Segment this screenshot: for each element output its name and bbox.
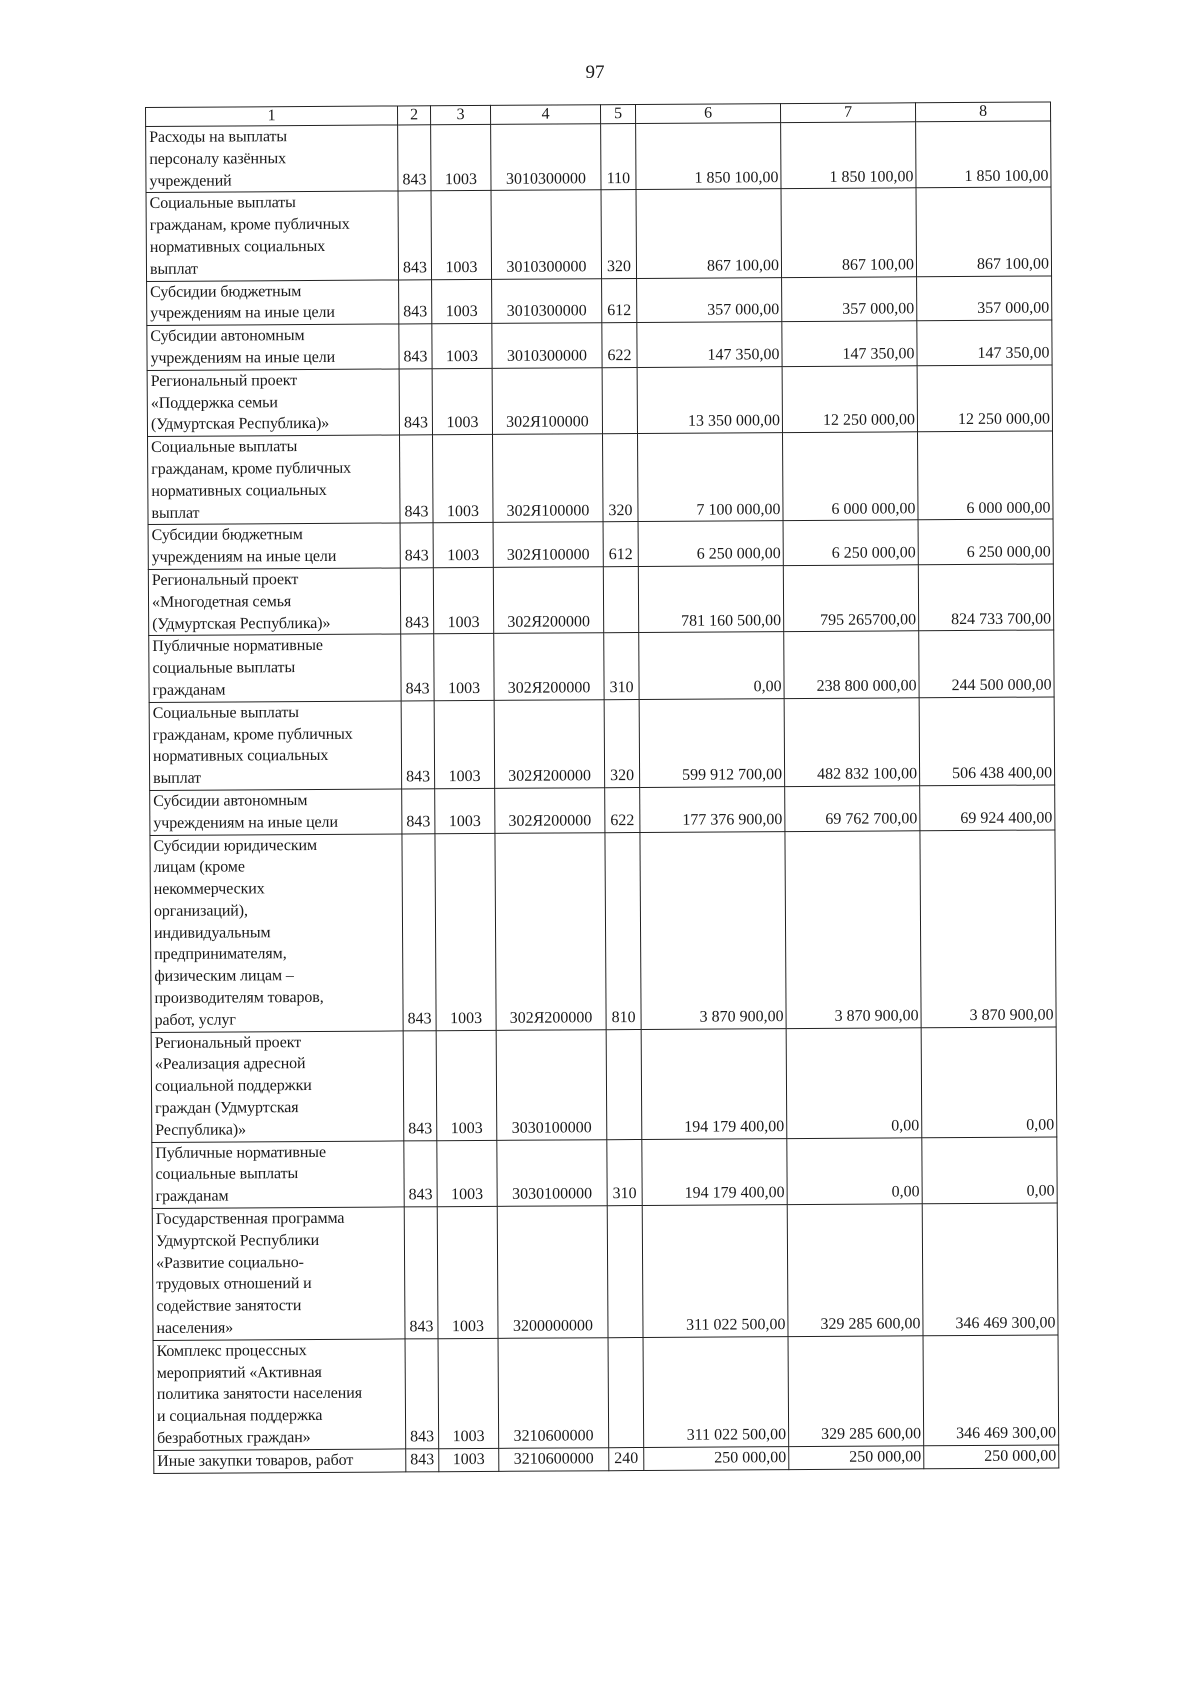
budget-table <box>145 101 1059 1473</box>
target-item-code: 3210600000 <box>498 1338 609 1449</box>
amount-col6: 599 912 700,00 <box>639 698 785 787</box>
column-header: 5 <box>600 105 635 124</box>
amount-col8: 69 924 400,00 <box>920 785 1055 830</box>
admin-code: 843 <box>400 435 434 523</box>
amount-col7: 250 000,00 <box>789 1446 924 1470</box>
amount-col8: 506 438 400,00 <box>919 697 1055 786</box>
page-number: 97 <box>585 62 605 83</box>
target-item-code: 302Я200000 <box>495 788 605 833</box>
table-row <box>152 1203 1058 1340</box>
table-row <box>147 320 1052 370</box>
expense-type-code <box>602 367 637 434</box>
admin-code: 843 <box>399 279 432 324</box>
target-item-code: 3210600000 <box>499 1448 609 1471</box>
table-row <box>148 431 1054 525</box>
admin-code: 843 <box>405 1339 439 1449</box>
section-code: 1003 <box>433 523 493 568</box>
amount-col8: 3 870 900,00 <box>920 829 1056 1027</box>
amount-col6: 194 179 400,00 <box>642 1138 787 1205</box>
admin-code: 843 <box>398 191 432 279</box>
row-description: Региональный проект «Поддержка семьи (Удмуртская Республика)» <box>147 369 399 437</box>
amount-col7: 795 265700,00 <box>783 565 918 632</box>
row-description: Публичные нормативные социальные выплаты гражданам <box>149 634 401 702</box>
table-row <box>149 697 1055 791</box>
section-code: 1003 <box>434 634 494 701</box>
target-item-code: 302Я100000 <box>493 522 603 567</box>
amount-col6: 194 179 400,00 <box>641 1028 787 1139</box>
section-code: 1003 <box>432 279 492 324</box>
amount-col7: 6 250 000,00 <box>783 520 918 565</box>
amount-col8: 147 350,00 <box>917 320 1052 365</box>
table-row <box>147 276 1052 326</box>
amount-col6: 311 022 500,00 <box>643 1336 789 1447</box>
expense-type-code <box>608 1337 644 1447</box>
column-header: 2 <box>397 106 430 125</box>
table-row <box>149 630 1054 702</box>
column-header: 8 <box>915 102 1050 122</box>
target-item-code: 302Я100000 <box>492 367 602 434</box>
target-item-code: 3030100000 <box>496 1029 607 1140</box>
target-item-code: 3010300000 <box>491 190 602 279</box>
column-header: 4 <box>490 105 600 125</box>
row-description: Субсидии юридическим лицам (кроме некоммерческих организаций), индивидуальным предпринимателям, физическим лицам – производителям товаров, работ, услуг <box>150 833 403 1032</box>
section-code: 1003 <box>437 1206 498 1338</box>
row-description: Региональный проект «Реализация адресной социальной поддержки граждан (Удмуртская Республика)» <box>151 1031 404 1143</box>
amount-col6: 177 376 900,00 <box>640 787 785 832</box>
amount-col8: 346 469 300,00 <box>922 1203 1058 1336</box>
expense-type-code: 810 <box>605 832 641 1029</box>
row-description: Комплекс процессных мероприятий «Активная политика занятости населения и социальная поддержка безработных граждан» <box>153 1339 406 1451</box>
target-item-code: 302Я200000 <box>493 567 603 634</box>
row-description: Государственная программа Удмуртской Республики «Развитие социально- трудовых отношений и содействие занятости населения» <box>152 1207 405 1340</box>
target-item-code: 302Я100000 <box>493 434 604 523</box>
column-header: 3 <box>430 105 490 124</box>
amount-col8: 6 250 000,00 <box>918 519 1053 564</box>
column-header: 1 <box>146 106 398 127</box>
expense-type-code <box>603 566 638 633</box>
amount-col8: 250 000,00 <box>924 1445 1059 1469</box>
amount-col7: 0,00 <box>786 1027 922 1138</box>
amount-col8: 346 469 300,00 <box>923 1335 1059 1446</box>
table-row <box>151 1027 1057 1143</box>
target-item-code: 302Я200000 <box>494 699 605 788</box>
amount-col6: 3 870 900,00 <box>640 831 786 1029</box>
row-description: Иные закупки товаров, работ <box>154 1449 406 1473</box>
section-code: 1003 <box>439 1448 499 1471</box>
expense-type-code: 320 <box>604 699 640 787</box>
amount-col7: 867 100,00 <box>781 188 917 277</box>
target-item-code: 302Я200000 <box>494 633 604 700</box>
table-row <box>153 1335 1059 1451</box>
expense-type-code <box>607 1206 643 1338</box>
admin-code: 843 <box>400 568 433 635</box>
column-header: 6 <box>635 104 780 124</box>
section-code: 1003 <box>431 191 492 280</box>
target-item-code: 3010300000 <box>492 323 602 368</box>
table-row <box>150 829 1056 1032</box>
table-row <box>152 1137 1057 1209</box>
section-code: 1003 <box>435 833 496 1031</box>
section-code: 1003 <box>438 1338 499 1448</box>
section-code: 1003 <box>434 700 495 789</box>
section-code: 1003 <box>435 788 495 833</box>
amount-col6: 357 000,00 <box>637 277 782 322</box>
table-row <box>154 1445 1059 1473</box>
amount-col6: 6 250 000,00 <box>638 521 783 566</box>
expense-type-code: 320 <box>601 190 637 278</box>
target-item-code: 302Я200000 <box>495 832 606 1030</box>
amount-col8: 12 250 000,00 <box>917 365 1052 432</box>
row-description: Социальные выплаты гражданам, кроме публичных нормативных социальных выплат <box>149 701 402 791</box>
admin-code: 843 <box>403 1030 437 1140</box>
amount-col6: 1 850 100,00 <box>636 123 781 190</box>
amount-col8: 824 733 700,00 <box>918 564 1053 631</box>
expense-type-code: 622 <box>605 787 640 832</box>
expense-type-code: 310 <box>604 633 639 700</box>
expense-type-code: 622 <box>602 323 637 368</box>
amount-col7: 12 250 000,00 <box>782 366 917 433</box>
section-code: 1003 <box>436 1030 497 1140</box>
column-header: 7 <box>780 103 915 123</box>
table-row <box>148 564 1053 636</box>
amount-col6: 781 160 500,00 <box>638 566 783 633</box>
admin-code: 843 <box>401 700 435 788</box>
amount-col6: 13 350 000,00 <box>637 366 782 433</box>
expense-type-code: 612 <box>602 278 637 323</box>
target-item-code: 3010300000 <box>491 124 601 191</box>
table-row <box>146 121 1051 193</box>
amount-col8: 1 850 100,00 <box>916 121 1051 188</box>
table-row <box>150 785 1055 835</box>
table-row <box>147 365 1052 437</box>
row-description: Субсидии автономным учреждениям на иные цели <box>147 324 399 370</box>
section-code: 1003 <box>432 368 492 435</box>
amount-col7: 238 800 000,00 <box>784 631 919 698</box>
expense-type-code: 110 <box>601 124 636 191</box>
admin-code: 843 <box>402 833 436 1030</box>
row-description: Субсидии бюджетным учреждениям на иные цели <box>147 280 399 326</box>
amount-col6: 867 100,00 <box>636 189 782 278</box>
amount-col6: 0,00 <box>639 632 784 699</box>
expense-type-code <box>606 1029 642 1139</box>
expense-type-code: 240 <box>609 1447 644 1470</box>
section-code: 1003 <box>433 567 493 634</box>
expense-type-code: 310 <box>607 1139 642 1206</box>
amount-col8: 357 000,00 <box>917 276 1052 321</box>
amount-col7: 1 850 100,00 <box>781 122 916 189</box>
expense-type-code: 612 <box>603 522 638 567</box>
amount-col7: 357 000,00 <box>782 276 917 321</box>
table-body <box>146 121 1059 1473</box>
amount-col8: 867 100,00 <box>916 187 1052 276</box>
row-description: Субсидии автономным учреждениям на иные цели <box>150 789 402 835</box>
amount-col7: 3 870 900,00 <box>785 830 921 1028</box>
row-description: Публичные нормативные социальные выплаты гражданам <box>152 1141 404 1209</box>
section-code: 1003 <box>433 435 494 524</box>
admin-code: 843 <box>399 324 432 369</box>
admin-code: 843 <box>406 1449 439 1472</box>
admin-code: 843 <box>404 1207 438 1339</box>
amount-col6: 250 000,00 <box>644 1446 789 1470</box>
amount-col7: 0,00 <box>787 1137 922 1204</box>
amount-col7: 6 000 000,00 <box>783 432 919 521</box>
admin-code: 843 <box>402 789 435 834</box>
admin-code: 843 <box>400 523 433 568</box>
amount-col7: 329 285 600,00 <box>787 1204 923 1337</box>
expense-type-code: 320 <box>603 434 639 522</box>
amount-col7: 69 762 700,00 <box>785 786 920 831</box>
row-description: Социальные выплаты гражданам, кроме публичных нормативных социальных выплат <box>146 191 399 281</box>
target-item-code: 3030100000 <box>497 1139 607 1206</box>
amount-col7: 147 350,00 <box>782 321 917 366</box>
row-description: Расходы на выплаты персоналу казённых учреждений <box>146 125 398 193</box>
amount-col6: 311 022 500,00 <box>642 1205 788 1338</box>
table-row <box>148 519 1053 569</box>
section-code: 1003 <box>432 324 492 369</box>
row-description: Социальные выплаты гражданам, кроме публичных нормативных социальных выплат <box>148 435 401 525</box>
row-description: Региональный проект «Многодетная семья (Удмуртская Республика)» <box>148 568 400 636</box>
admin-code: 843 <box>399 369 432 436</box>
table-row <box>146 187 1052 281</box>
amount-col8: 6 000 000,00 <box>917 431 1053 520</box>
section-code: 1003 <box>437 1140 497 1207</box>
amount-col6: 147 350,00 <box>637 322 782 367</box>
target-item-code: 3200000000 <box>497 1206 608 1338</box>
amount-col7: 482 832 100,00 <box>784 698 920 787</box>
admin-code: 843 <box>401 634 434 701</box>
amount-col8: 0,00 <box>922 1137 1057 1204</box>
amount-col6: 7 100 000,00 <box>638 433 784 522</box>
row-description: Субсидии бюджетным учреждениям на иные цели <box>148 523 400 569</box>
section-code: 1003 <box>431 124 491 191</box>
admin-code: 843 <box>404 1140 437 1207</box>
amount-col8: 244 500 000,00 <box>919 630 1054 697</box>
admin-code: 843 <box>398 125 431 192</box>
amount-col8: 0,00 <box>921 1027 1057 1138</box>
target-item-code: 3010300000 <box>492 278 602 323</box>
amount-col7: 329 285 600,00 <box>788 1336 924 1447</box>
